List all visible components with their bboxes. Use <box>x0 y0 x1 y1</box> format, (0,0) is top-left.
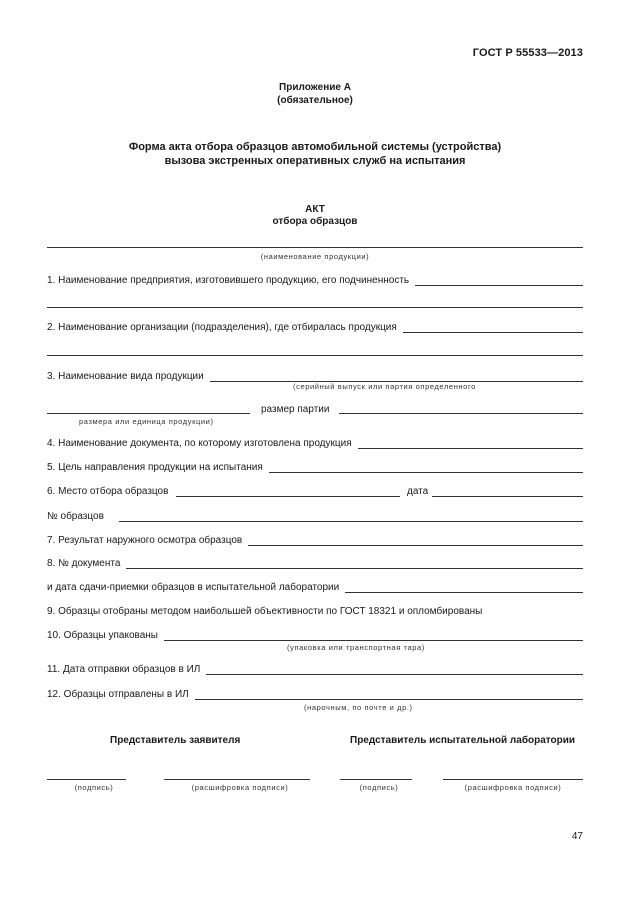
applicant-representative: Представитель заявителя <box>110 735 241 746</box>
item-7-field[interactable] <box>248 536 583 546</box>
item-10-label: 10. Образцы упакованы <box>47 630 158 641</box>
applicant-decode-hint: (расшифровка подписи) <box>191 783 289 792</box>
form-title-line1: Форма акта отбора образцов автомобильной системы (устройства) <box>128 141 502 153</box>
batch-size-label: размер партии <box>261 404 330 415</box>
sampling-place-field[interactable] <box>176 496 400 497</box>
handover-label: и дата сдачи-приемки образцов в испытательной лаборатории <box>47 582 340 593</box>
item-11 <box>47 664 583 675</box>
sample-numbers-label: № образцов <box>47 511 104 522</box>
item-9: 9. Образцы отобраны методом наибольшей объективности по ГОСТ 18321 и опломбированы <box>47 606 483 617</box>
item-8-field[interactable] <box>126 559 583 569</box>
date-field[interactable] <box>432 496 583 497</box>
item-2-label: 2. Наименование организации (подразделения), где отбиралась продукция <box>47 322 397 333</box>
date-label: дата <box>407 486 429 497</box>
applicant-signature-field[interactable] <box>47 779 126 780</box>
sample-numbers-field[interactable] <box>119 512 583 522</box>
item-6-label: 6. Место отбора образцов <box>47 486 169 497</box>
item-7-label: 7. Результат наружного осмотра образцов <box>47 535 243 546</box>
item-10 <box>47 630 583 641</box>
act-title: АКТ <box>305 204 325 215</box>
item-12 <box>47 689 583 700</box>
item-4-field[interactable] <box>358 439 583 449</box>
item-12-label: 12. Образцы отправлены в ИЛ <box>47 689 189 700</box>
standard-number: ГОСТ Р 55533—2013 <box>472 47 583 59</box>
item-8-label: 8. № документа <box>47 558 121 569</box>
item-7 <box>47 535 583 546</box>
item-1-field[interactable] <box>415 276 583 286</box>
handover <box>47 582 583 593</box>
lab-representative: Представитель испытательной лаборатории <box>350 735 576 746</box>
item-5-field[interactable] <box>269 463 583 473</box>
lab-sign-hint: (подпись) <box>359 783 399 792</box>
sample-numbers <box>47 511 583 522</box>
appendix-title: Приложение А <box>279 82 351 93</box>
page-number: 47 <box>571 831 583 842</box>
item-4-label: 4. Наименование документа, по которому изготовлена продукция <box>47 438 352 449</box>
item-12-hint: (нарочным, по почте и др.) <box>304 703 413 712</box>
item-2-field[interactable] <box>403 323 583 333</box>
item-12-field[interactable] <box>195 690 583 700</box>
product-name-line[interactable] <box>47 247 583 248</box>
item-3-hint2: размера или единица продукции) <box>79 417 214 426</box>
item-1-label: 1. Наименование предприятия, изготовившего продукцию, его подчиненность <box>47 275 410 286</box>
item-4 <box>47 438 583 449</box>
item-3-hint: (серийный выпуск или партия определенного <box>293 382 476 391</box>
applicant-sign-hint: (подпись) <box>74 783 114 792</box>
product-name-hint: (наименование продукции) <box>260 252 370 261</box>
item-11-field[interactable] <box>206 665 583 675</box>
lab-decode-field[interactable] <box>443 779 583 780</box>
item-5 <box>47 462 583 473</box>
applicant-decode-field[interactable] <box>164 779 310 780</box>
item-10-hint: (упаковка или транспортная тара) <box>287 643 425 652</box>
item-1-line2[interactable] <box>47 307 583 308</box>
item-2-line2[interactable] <box>47 355 583 356</box>
item-3 <box>47 371 583 382</box>
item-3-label: 3. Наименование вида продукции <box>47 371 204 382</box>
batch-size-field[interactable] <box>339 413 583 414</box>
item-5-label: 5. Цель направления продукции на испытания <box>47 462 263 473</box>
act-subtitle: отбора образцов <box>272 216 358 227</box>
item-2 <box>47 322 583 333</box>
item-3-field[interactable] <box>210 372 583 382</box>
lab-signature-field[interactable] <box>340 779 412 780</box>
form-title-line2: вызова экстренных оперативных служб на испытания <box>164 155 466 167</box>
item-11-label: 11. Дата отправки образцов в ИЛ <box>47 664 201 675</box>
lab-decode-hint: (расшифровка подписи) <box>464 783 562 792</box>
handover-field[interactable] <box>345 583 583 593</box>
item-1 <box>47 275 583 286</box>
item-3-continuation-field[interactable] <box>47 413 250 414</box>
item-10-field[interactable] <box>164 631 583 641</box>
appendix-status: (обязательное) <box>277 95 353 106</box>
item-8 <box>47 558 583 569</box>
